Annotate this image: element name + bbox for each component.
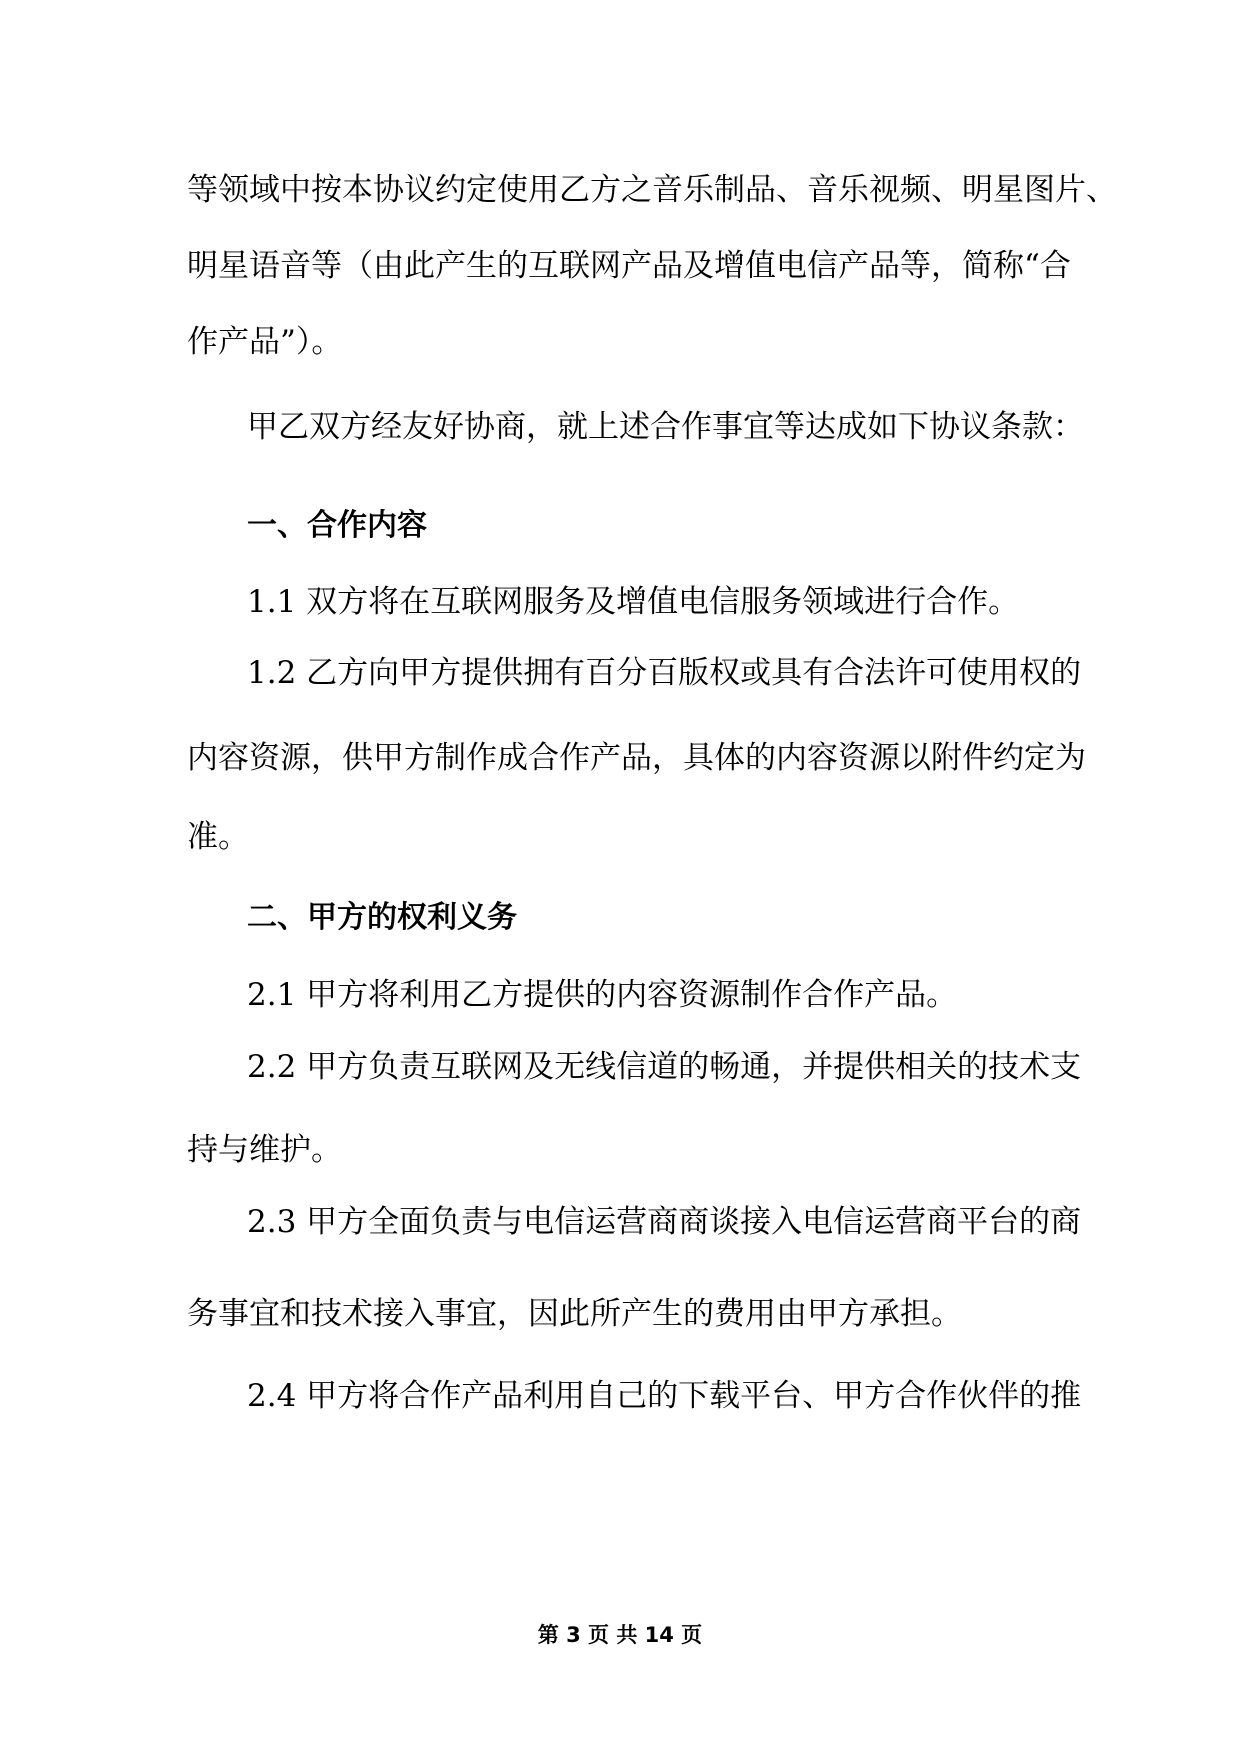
body-line: 内容资源，供甲方制作成合作产品，具体的内容资源以附件约定为 xyxy=(187,740,1086,776)
body-line: 准。 xyxy=(187,819,249,855)
body-line: 甲乙双方经友好协商，就上述合作事宜等达成如下协议条款： xyxy=(247,409,1084,445)
body-line: 2.4 甲方将合作产品利用自己的下载平台、甲方合作伙伴的推 xyxy=(247,1378,1082,1414)
body-line: 作产品”）。 xyxy=(187,324,343,360)
body-line: 2.3 甲方全面负责与电信运营商商谈接入电信运营商平台的商 xyxy=(247,1204,1082,1240)
body-line: 持与维护。 xyxy=(187,1132,342,1168)
body-line: 等领域中按本协议约定使用乙方之音乐制品、音乐视频、明星图片、 xyxy=(187,172,1117,208)
body-line: 2.1 甲方将利用乙方提供的内容资源制作合作产品。 xyxy=(247,977,958,1013)
body-line: 务事宜和技术接入事宜，因此所产生的费用由甲方承担。 xyxy=(187,1296,962,1332)
body-line: 2.2 甲方负责互联网及无线信道的畅通，并提供相关的技术支 xyxy=(247,1049,1082,1085)
body-line: 明星语音等（由此产生的互联网产品及增值电信产品等，简称“合 xyxy=(187,248,1071,284)
page-number-footer: 第 3 页 共 14 页 xyxy=(537,1623,703,1647)
section-heading: 二、甲方的权利义务 xyxy=(247,900,517,935)
body-line: 1.2 乙方向甲方提供拥有百分百版权或具有合法许可使用权的 xyxy=(247,655,1082,691)
body-line: 1.1 双方将在互联网服务及增值电信服务领域进行合作。 xyxy=(247,584,1020,620)
section-heading: 一、合作内容 xyxy=(247,508,427,543)
